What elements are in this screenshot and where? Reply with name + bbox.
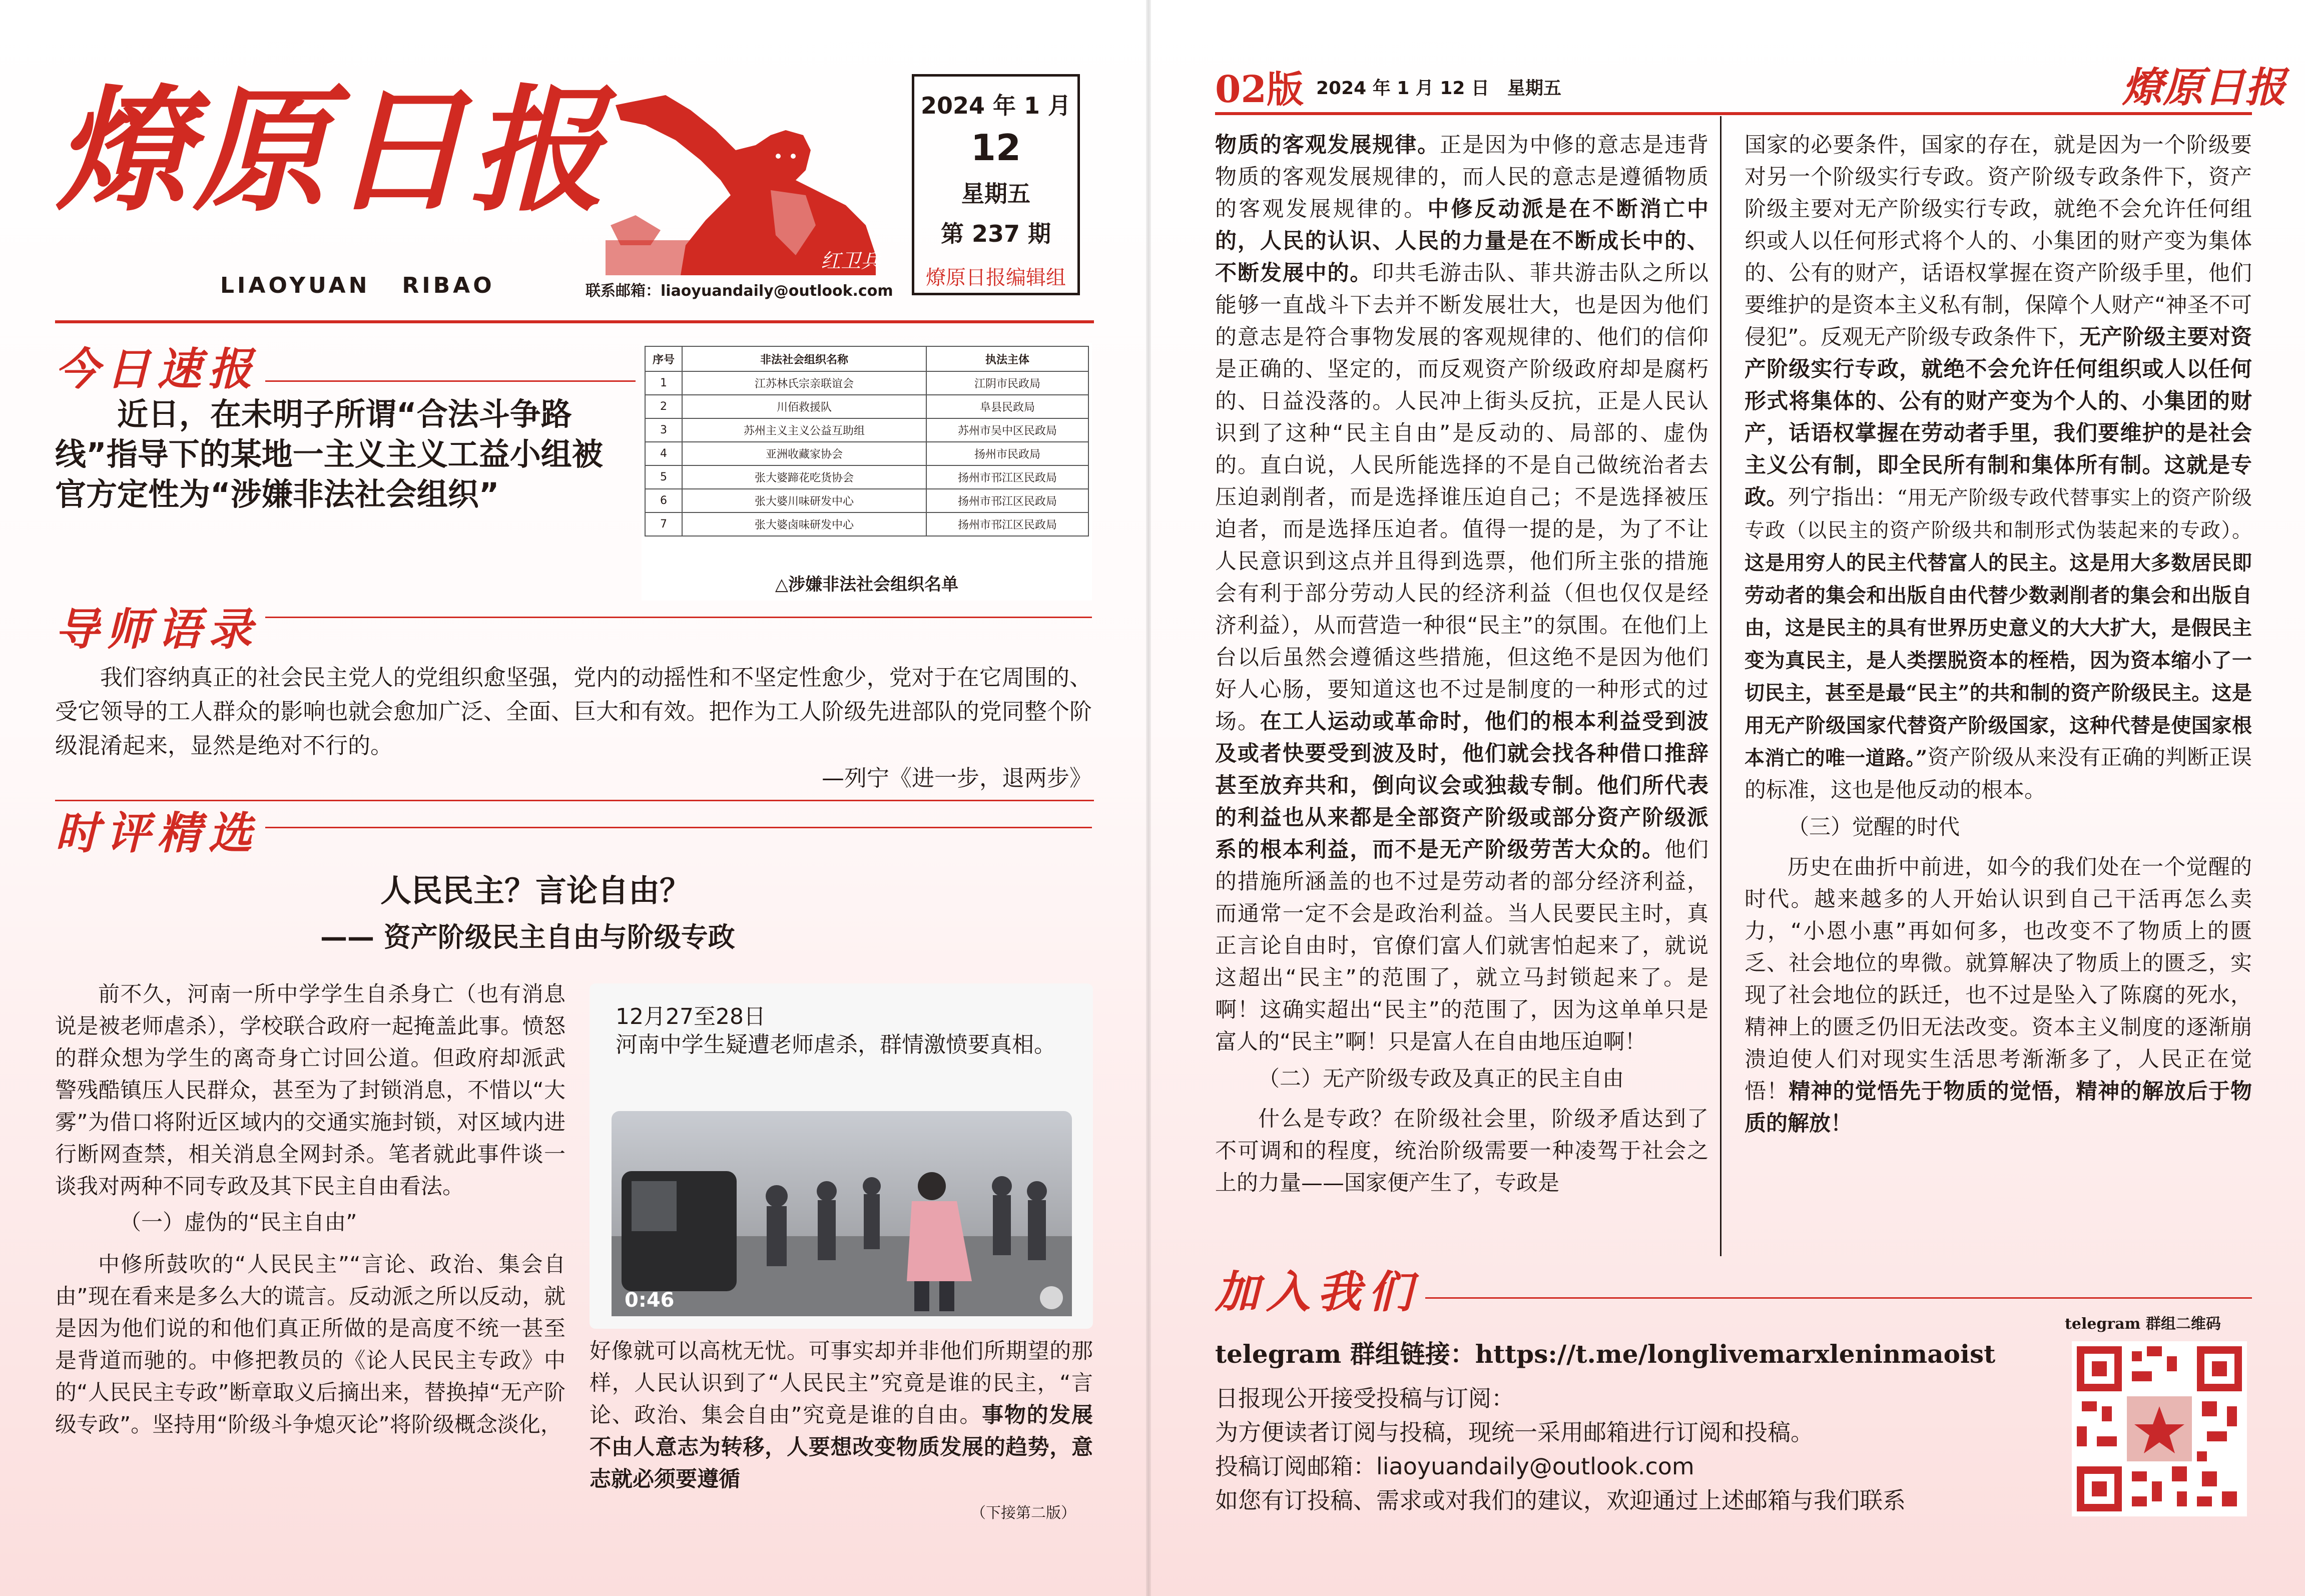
article-bold-text: 中修反动派是在不断消亡中的，人民的认识、人民的力量是在不断成长中的、不断发展中的。 <box>1215 197 1709 286</box>
article-paragraph: 前不久，河南一所中学学生自杀身亡（也有消息说是被老师虐杀），学校联合政府一起掩盖此事。愤怒的群众想为学生的离奇身亡讨回公道。但政府却派武警残酷镇压人民群众，甚至为了封锁消息，不惜以“大雾”为借口将附近区域内的交通实施封锁，对区域内进行断网查禁，相关消息全网封杀。笔者就此事件谈一谈我对两种不同专政及其下民主自由看法。 <box>55 982 565 1199</box>
table-cell: 江阴市民政局 <box>926 371 1088 395</box>
editor-credit: 燎原日报编辑组 <box>926 266 1066 289</box>
column-divider <box>1720 116 1721 1256</box>
join-line: 为方便读者订阅与投稿，现统一采用邮箱进行订阅和投稿。 <box>1215 1419 1814 1446</box>
article-text: 他们的措施所涵盖的也不过是劳动者的部分经济利益，而通常一定不会是政治利益。当人民要民主时，真正言论自由时，官僚们富人们就害怕起来了，就说这超出“民主”的范围了，就立马封锁起来了。是啊！这确实超出“民主”的范围了，因为这单单只是富人的“民主”啊！只是富人在自由地压迫啊！ <box>1215 837 1709 1054</box>
masthead-romanized: LIAOYUAN RIBAO <box>220 273 495 298</box>
article-text: 历史在曲折中前进，如今的我们处在一个觉醒的时代。越来越多的人开始认识到自己干活再怎么卖力，“小恩小惠”再如何多，也改变不了物质上的匮乏、社会地位的卑微。就算解决了物质上的匮乏，实现了社会地位的跃迁，也不过是坠入了陈腐的死水，精神上的匮乏仍旧无法改变。资本主义制度的逐渐崩溃迫使人们对现实生活思考渐渐多了，人民正在觉悟！ <box>1745 855 2252 1104</box>
issue-number: 第 237 期 <box>940 220 1051 247</box>
date-box <box>912 74 1080 295</box>
news-headline: 近日，在未明子所谓“合法斗争路线”指导下的某地一主义主义工益小组被官方定性为“涉嫌非法社会组织” <box>55 396 603 512</box>
svg-text:红卫兵: 红卫兵 <box>821 250 881 273</box>
article-right-continuation <box>590 1335 1093 1495</box>
qr-label: telegram 群组二维码 <box>2065 1315 2221 1333</box>
section-title-join: 加入我们 <box>1215 1266 1420 1318</box>
second-page <box>1151 0 2305 1596</box>
article-section-heading: （三）觉醒的时代 <box>1788 815 1960 840</box>
table-cell: 6 <box>645 489 682 512</box>
qr-code-icon[interactable] <box>2072 1341 2247 1516</box>
page2-dateline: 2024 年 1 月 12 日 星期五 <box>1316 78 1562 99</box>
section-title-commentary: 时评精选 <box>55 807 260 859</box>
continued-note: （下接第二版） <box>971 1504 1076 1522</box>
page2-column-1 <box>1215 129 1708 1199</box>
illegal-org-table <box>645 346 1089 537</box>
article-bold-text: 事物的发展不由人意志为转移，人要想改变物质发展的趋势，意志就必须要遵循 <box>590 1403 1093 1492</box>
article-title: 人民民主？言论自由？ <box>380 872 691 909</box>
article-paragraph <box>1745 851 2252 1140</box>
article-text: 正是因为中修的意志是违背物质的客观发展规律的，而人民的意志是遵循物质的客观发展规律的。 <box>1215 133 1709 222</box>
article-bold-text: 物质的客观发展规律。 <box>1215 133 1440 158</box>
article-text: 列宁指出： <box>1788 485 1897 510</box>
date-weekday: 星期五 <box>961 180 1030 207</box>
masthead-title: 燎原日报 <box>55 71 608 230</box>
telegram-link[interactable]: telegram 群组链接：https://t.me/longlivemarxleninmaoist <box>1215 1339 1996 1369</box>
quote-bold-text: 这是用穷人的民主代替富人的民主。这是用大多数居民即劳动者的集会和出版自由代替少数剥削者的集会和出版自由，这是民主的具有世界历史意义的大大扩大，是假民主变为真民主，是人类摆脱资本的桎梏，因为资本缩小了一切民主，甚至是最“民主”的共和制的资产阶级民主。这是用无产阶级国家代替资产阶级国家，这种代替是使国家根本消亡的唯一道路。” <box>1745 551 2252 770</box>
date-year-month: 2024 年 1 月 <box>920 92 1071 119</box>
article-paragraph: 中修所鼓吹的“人民民主”“言论、政治、集会自由”现在看来是多么大的谎言。反动派之所以反动，就是因为他们说的和他们真正所做的是高度不统一甚至是背道而驰的。中修把教员的《论人民民主专政》中的“人民民主专政”断章取义后摘出来，替换掉“无产阶级专政”。坚持用“阶级斗争熄灭论”将阶级概念淡化， <box>55 1252 565 1437</box>
page2-header-rule <box>1215 112 2252 115</box>
table-row <box>645 442 1088 465</box>
quote-text: “用无产阶级专政代替事实上的资产阶级专政（以民主的资产阶级共和制形式伪装起来的专政）。 <box>1745 486 2252 542</box>
article-subtitle: —— 资产阶级民主自由与阶级专政 <box>320 921 735 953</box>
video-controls-icon[interactable] <box>1040 1286 1063 1309</box>
table-row <box>645 395 1088 418</box>
table-cell: 扬州市邗江区民政局 <box>926 489 1088 512</box>
table-cell: 苏州主义主义公益互助组 <box>682 418 926 442</box>
article-paragraph <box>1745 129 2252 806</box>
quote-source: —列宁《进一步，退两步》 <box>821 765 1092 791</box>
table-cell: 苏州市吴中区民政局 <box>926 418 1088 442</box>
article-text: 好像就可以高枕无忧。可事实却并非他们所期望的那样，人民认识到了“人民民主”究竟是谁的民主，“言论、政治、集会自由”究竟是谁的自由。 <box>590 1339 1093 1428</box>
table-header-row <box>645 346 1088 371</box>
masthead-portrait-illustration <box>606 75 886 275</box>
article-text: 国家的必要条件，国家的存在，就是因为一个阶级要对另一个阶级实行专政。资产阶级专政条件下，资产阶级主要对无产阶级实行专政，就绝不会允许任何组织或人以任何形式将个人的、小集团的财产变为集体的、公有的财产，话语权掌握在资产阶级手里，他们要维护的是资本主义私有制，保障个人财产“神圣不可侵犯”。反观无产阶级专政条件下， <box>1745 133 2252 350</box>
table-header: 非法社会组织名称 <box>682 346 926 371</box>
table-row <box>645 465 1088 489</box>
article-paragraph: 什么是专政？在阶级社会里，阶级矛盾达到了不可调和的程度，统治阶级需要一种凌驾于社会之上的力量——国家便产生了，专政是 <box>1215 1107 1708 1196</box>
table-header: 序号 <box>645 346 682 371</box>
table-cell: 江苏林氏宗亲联谊会 <box>682 371 926 395</box>
commentary-rule <box>265 827 1092 828</box>
page-fold <box>1146 0 1151 1596</box>
article-bold-text: 无产阶级主要对资产阶级实行专政，就绝不会允许任何组织或人以任何形式将集体的、公有的财产变为个人的、小集团的财产，话语权掌握在劳动者手里，我们要维护的是社会主义公有制，即全民所有制和集体所有制。这就是专政。 <box>1745 325 2252 510</box>
table-cell: 7 <box>645 512 682 536</box>
quotes-rule <box>265 617 1092 618</box>
article-left-column <box>55 978 565 1441</box>
edition-label: 02版 <box>1215 68 1304 111</box>
photo-caption-line2: 河南中学生疑遭老师虐杀，群情激愤要真相。 <box>616 1032 1056 1057</box>
table-cell: 扬州市民政局 <box>926 442 1088 465</box>
quote-text: 我们容纳真正的社会民主党人的党组织愈坚强，党内的动摇性和不坚定性愈少，党对于在它周围的、受它领导的工人群众的影响也就会愈加广泛、全面、巨大和有效。把作为工人阶级先进部队的党同整个阶级混淆起来，显然是绝对不行的。 <box>55 664 1092 759</box>
table-row <box>645 418 1088 442</box>
table-cell: 亚洲收藏家协会 <box>682 442 926 465</box>
contact-email: 联系邮箱：liaoyuandaily@outlook.com <box>586 282 893 300</box>
article-bold-text: 精神的觉悟先于物质的觉悟，精神的解放后于物质的解放！ <box>1745 1079 2252 1136</box>
article-section-heading: （一）虚伪的“民主自由” <box>120 1210 357 1235</box>
article-bold-text: 在工人运动或革命时，他们的根本利益受到波及或者快要受到波及时，他们就会找各种借口推辞甚至放弃共和，倒向议会或独裁专制。他们所代表的利益也从来都是全部资产阶级或部分资产阶级派系的根本利益，而不是无产阶级劳苦大众的。 <box>1215 709 1709 862</box>
masthead-rule <box>55 320 1094 323</box>
page2-logo: 燎原日报 <box>2122 64 2286 112</box>
video-timestamp: 0:46 <box>625 1289 675 1312</box>
table-cell: 5 <box>645 465 682 489</box>
join-line: 投稿订阅邮箱：liaoyuandaily@outlook.com <box>1215 1453 1694 1480</box>
join-info <box>1215 1381 2096 1517</box>
table-cell: 阜县民政局 <box>926 395 1088 418</box>
table-row <box>645 489 1088 512</box>
page2-column-2 <box>1745 129 2252 1140</box>
table-caption: △涉嫌非法社会组织名单 <box>775 575 959 595</box>
news-photo <box>590 983 1093 1329</box>
table-cell: 1 <box>645 371 682 395</box>
table-cell: 张大婆卤味研发中心 <box>682 512 926 536</box>
news-rule <box>265 380 636 382</box>
news-table-panel <box>642 343 1092 601</box>
article-text: 资产阶级从来没有正确的判断正误的标准，这也是他反动的根本。 <box>1745 745 2252 803</box>
table-header: 执法主体 <box>926 346 1088 371</box>
article-paragraph <box>590 1335 1093 1495</box>
table-cell: 扬州市邗江区民政局 <box>926 465 1088 489</box>
section-title-news: 今日速报 <box>55 343 260 395</box>
article-section-heading: （二）无产阶级专政及真正的民主自由 <box>1258 1067 1624 1092</box>
photo-caption-line1: 12月27至28日 <box>616 1004 766 1029</box>
table-cell: 3 <box>645 418 682 442</box>
table-row <box>645 371 1088 395</box>
table-row <box>645 512 1088 536</box>
article-text: 印共毛游击队、菲共游击队之所以能够一直战斗下去并不断发展壮大，也是因为他们的意志是符合事物发展的客观规律的、他们的信仰是正确的、坚定的，而反观资产阶级政府却是腐朽的、日益没落的。人民冲上街头反抗，正是人民认识到了这种“民主自由”是反动的、局部的、虚伪的。直白说，人民所能选择的不是自己做统治者去压迫剥削者，而是选择谁压迫自己；不是选择被压迫者，而是选择压迫者。值得一提的是，为了不让人民意识到这点并且得到选票，他们所主张的措施会有利于部分劳动人民的经济利益（但也仅仅是经济利益），从而营造一种很“民主”的氛围。在他们上台以后虽然会遵循这些措施，但这绝不是因为他们好人心肠，要知道这也不过是制度的一种形式的过场。 <box>1215 261 1709 734</box>
join-line: 日报现公开接受投稿与订阅： <box>1215 1385 1514 1412</box>
article-paragraph <box>1215 129 1708 1058</box>
join-line: 如您有订投稿、需求或对我们的建议，欢迎通过上述邮箱与我们联系 <box>1215 1487 1906 1514</box>
table-cell: 2 <box>645 395 682 418</box>
section-title-quotes: 导师语录 <box>55 603 260 655</box>
join-rule <box>1425 1297 2252 1299</box>
date-day: 12 <box>970 127 1021 169</box>
table-cell: 张大婆蹄花吃货协会 <box>682 465 926 489</box>
table-cell: 4 <box>645 442 682 465</box>
table-cell: 张大婆川味研发中心 <box>682 489 926 512</box>
table-cell: 扬州市邗江区民政局 <box>926 512 1088 536</box>
front-page <box>0 0 1146 1596</box>
protest-photo-image <box>612 1111 1072 1316</box>
table-cell: 川佰救援队 <box>682 395 926 418</box>
